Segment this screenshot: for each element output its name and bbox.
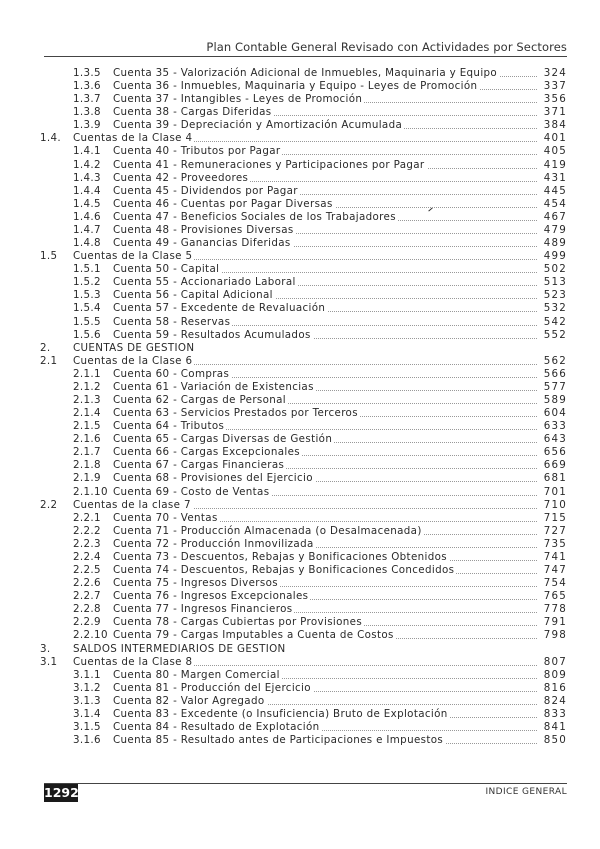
toc-entry-number: 2.2.9: [73, 616, 101, 629]
toc-entry-page: 454: [541, 198, 567, 211]
toc-entry-number: 2.1.7: [73, 446, 101, 459]
toc-entry: [40, 316, 567, 329]
toc-entry-page: 727: [541, 525, 567, 538]
toc-entry: [40, 669, 567, 682]
toc-entry-title: Cuenta 42 - Proveedores: [113, 171, 249, 184]
toc-entry-page: 552: [541, 329, 567, 342]
toc-entry-page: 419: [541, 159, 567, 172]
toc-entry-page: 681: [541, 472, 567, 485]
toc-entry-page: 604: [541, 407, 567, 420]
toc-entry-number: 1.5.4: [73, 302, 101, 315]
toc-entry-page: 532: [541, 302, 567, 315]
toc-entry: [40, 289, 567, 302]
toc-entry-number: 1.3.5: [73, 67, 101, 79]
toc-entry-title: Cuenta 73 - Descuentos, Rebajas y Bonificaciones Obtenidos: [113, 550, 447, 563]
toc-entry-number: 2.2.8: [73, 603, 101, 616]
toc-entry: [40, 564, 567, 577]
toc-entry-title: Cuenta 71 - Producción Almacenada (o Desalmacenada): [113, 524, 422, 537]
toc-entry-number: 2.2.10: [73, 629, 108, 642]
toc-entry-number: 2.2.2: [73, 524, 101, 537]
toc-entry-page: 850: [541, 734, 567, 747]
toc-entry: [40, 119, 567, 132]
toc-entry-number: 3.1.3: [73, 694, 101, 707]
toc-entry-number: 1.3.8: [73, 106, 101, 119]
toc-entry-page: 502: [541, 263, 567, 276]
toc-entry-title: Cuenta 45 - Dividendos por Pagar: [113, 184, 298, 197]
toc-entry-title: Cuenta 77 - Ingresos Financieros: [113, 603, 293, 616]
toc-entry-title: Cuenta 64 - Tributos: [113, 420, 225, 433]
toc-entry-title: Cuenta 84 - Resultado de Explotación: [113, 721, 320, 733]
toc-entry-page: 807: [541, 656, 567, 669]
toc-entry-page: 778: [541, 603, 567, 616]
toc-entry-page: 337: [541, 80, 567, 93]
toc-entry: [40, 525, 567, 538]
toc-entry-number: 2.1.5: [73, 420, 101, 433]
toc-entry-page: 401: [541, 132, 567, 145]
toc-entry-title: Cuenta 62 - Cargas de Personal: [113, 394, 287, 406]
toc-entry-number: 3.1.6: [73, 734, 101, 747]
toc-entry: [40, 446, 567, 459]
toc-entry-page: 513: [541, 276, 567, 289]
toc-entry-number: 1.4.3: [73, 171, 101, 184]
toc-entry-number: 2.1.3: [73, 394, 101, 406]
toc-entry: [40, 302, 567, 315]
toc-entry-page: 741: [541, 551, 567, 564]
toc-entry: [40, 342, 567, 355]
toc-entry-page: 656: [541, 446, 567, 459]
toc-entry: [40, 695, 567, 708]
header-rule: [44, 56, 567, 57]
toc-entry-title: Cuenta 35 - Valorización Adicional de Inmuebles, Maquinaria y Equipo: [113, 67, 498, 79]
toc-entry-title: Cuenta 60 - Compras: [113, 367, 230, 380]
toc-entry-title: SALDOS INTERMEDIARIOS DE GESTION: [73, 642, 286, 655]
toc-entry-title: Cuenta 70 - Ventas: [113, 511, 218, 524]
toc-entry-title: Cuenta 56 - Capital Adicional: [113, 289, 273, 302]
toc-entry-number: 1.4.1: [73, 145, 101, 158]
toc-entry-number: 2.1.9: [73, 472, 101, 485]
toc-entry-page: 824: [541, 695, 567, 708]
toc-entry: [40, 629, 567, 642]
toc-entry-number: 3.1.2: [73, 681, 101, 694]
toc-entry-number: 2.2: [40, 498, 58, 511]
toc-entry-title: Cuenta 39 - Depreciación y Amortización Acumulada: [113, 119, 403, 132]
toc-entry: [40, 721, 567, 734]
toc-entry: [40, 433, 567, 446]
toc-entry-page: 633: [541, 420, 567, 433]
toc-entry-page: 566: [541, 368, 567, 381]
toc-entry: [40, 145, 567, 158]
toc-entry-title: Cuenta 69 - Costo de Ventas: [113, 485, 270, 498]
toc-entry-page: 710: [541, 499, 567, 512]
toc-entry-title: Cuenta 41 - Remuneraciones y Participaciones por Pagar: [113, 158, 425, 171]
toc-entry-page: 765: [541, 590, 567, 603]
toc-entry: [40, 459, 567, 472]
toc-entry-page: 384: [541, 119, 567, 132]
toc-entry-title: Cuenta 80 - Margen Comercial: [113, 668, 280, 681]
toc-entry-number: 2.2.3: [73, 537, 101, 550]
toc-entry-title: Cuentas de la Clase 8: [73, 655, 193, 668]
toc-entry-number: 1.3.9: [73, 119, 101, 132]
toc-entry-number: 1.4.: [40, 132, 62, 145]
toc-entry-title: Cuenta 57 - Excedente de Revaluación: [113, 302, 326, 315]
toc-entry-number: 3.1: [40, 655, 58, 668]
toc-entry-title: Cuenta 72 - Producción Inmovilizada: [113, 537, 314, 550]
toc-entry-title: Cuenta 40 - Tributos por Pagar: [113, 145, 281, 158]
toc-entry-title: Cuenta 50 - Capital: [113, 263, 220, 276]
toc-entry-title: Cuentas de la clase 7: [73, 498, 191, 511]
toc-entry-title: Cuenta 63 - Servicios Prestados por Terceros: [113, 407, 358, 420]
toc-entry-page: 523: [541, 289, 567, 302]
toc-entry-page: 841: [541, 721, 567, 734]
toc-entry: [40, 616, 567, 629]
toc-entry: [40, 394, 567, 407]
toc-entry: [40, 381, 567, 394]
page-number-badge: 1292: [44, 785, 79, 800]
toc-entry-number: 1.3.6: [73, 80, 101, 93]
toc-entry-page: 479: [541, 224, 567, 237]
toc-entry-number: 2.1.6: [73, 433, 101, 446]
toc-entry-page: 371: [541, 106, 567, 119]
toc-entry-number: 2.1: [40, 354, 58, 367]
toc-entry: [40, 67, 567, 80]
toc-entry-title: Cuenta 58 - Reservas: [113, 315, 231, 328]
toc-entry-page: 431: [541, 172, 567, 185]
toc-entry-title: Cuenta 55 - Accionariado Laboral: [113, 276, 296, 289]
toc-entry-page: 577: [541, 381, 567, 394]
toc-entry-title: Cuentas de la Clase 4: [73, 132, 193, 145]
toc-entry-page: 542: [541, 316, 567, 329]
toc-entry-number: 1.5: [40, 250, 58, 263]
toc-entry-number: 2.2.4: [73, 550, 101, 563]
toc-entry: [40, 80, 567, 93]
toc-entry: [40, 329, 567, 342]
toc-entry-title: Cuenta 46 - Cuentas por Pagar Diversas: [113, 197, 333, 210]
toc-entry: [40, 172, 567, 185]
toc-entry-page: 754: [541, 577, 567, 590]
toc-entry-title: Cuenta 38 - Cargas Diferidas: [113, 106, 272, 119]
toc-entry-title: Cuentas de la Clase 5: [73, 250, 193, 263]
toc-entry-page: 816: [541, 682, 567, 695]
toc-entry: [40, 224, 567, 237]
toc-entry: [40, 420, 567, 433]
toc-entry-page: 405: [541, 145, 567, 158]
toc-entry: [40, 263, 567, 276]
toc-entry-number: 2.2.1: [73, 511, 101, 524]
toc-entry-page: 791: [541, 616, 567, 629]
toc-entry-page: 798: [541, 629, 567, 642]
toc-entry-page: 589: [541, 394, 567, 407]
toc-entry-title: Cuenta 68 - Provisiones del Ejercicio: [113, 472, 313, 485]
toc-entry: [40, 132, 567, 145]
toc-entry-page: 715: [541, 512, 567, 525]
toc-entry: [40, 590, 567, 603]
toc-entry-number: 1.5.2: [73, 276, 101, 289]
toc-entry-title: Cuenta 85 - Resultado antes de Participaciones e Impuestos: [113, 734, 444, 747]
toc-entry-number: 2.1.4: [73, 407, 101, 420]
toc-entry-number: 2.2.6: [73, 577, 101, 590]
toc-entry-number: 3.1.1: [73, 668, 101, 681]
toc-entry-title: Cuenta 65 - Cargas Diversas de Gestión: [113, 433, 333, 446]
toc-entry-title: Cuenta 75 - Ingresos Diversos: [113, 577, 278, 590]
running-header-title: Plan Contable General Revisado con Actividades por Sectores: [206, 40, 567, 54]
toc-entry: [40, 577, 567, 590]
toc-entry-number: 1.4.4: [73, 184, 101, 197]
toc-entry: [40, 355, 567, 368]
toc-entry: [40, 276, 567, 289]
toc-entry-number: 1.5.3: [73, 289, 101, 302]
toc-entry-page: 809: [541, 669, 567, 682]
toc-entry: [40, 551, 567, 564]
toc-entry-number: 2.: [40, 341, 51, 354]
toc-entry: [40, 538, 567, 551]
toc-entry-number: 2.1.2: [73, 380, 101, 393]
toc-entry-page: 747: [541, 564, 567, 577]
toc-entry-title: CUENTAS DE GESTION: [73, 341, 195, 354]
toc-entry: [40, 499, 567, 512]
toc-entry: [40, 407, 567, 420]
toc-entry-title: Cuenta 36 - Inmuebles, Maquinaria y Equipo - Leyes de Promoción: [113, 80, 478, 93]
toc-entry-title: Cuenta 67 - Cargas Financieras: [113, 459, 285, 472]
toc-entry-title: Cuenta 82 - Valor Agregado: [113, 694, 265, 707]
toc-entry: [40, 643, 567, 656]
toc-entry: [40, 237, 567, 250]
toc-entry-title: Cuenta 66 - Cargas Excepcionales: [113, 446, 300, 459]
toc-entry-title: Cuenta 37 - Intangibles - Leyes de Promoción: [113, 93, 363, 106]
toc-entry-number: 1.4.2: [73, 158, 101, 171]
toc-entry-number: 1.5.5: [73, 315, 101, 328]
toc-entry-number: 2.2.7: [73, 590, 101, 603]
toc-entry-number: 1.4.7: [73, 223, 101, 236]
toc-entry: [40, 656, 567, 669]
toc-entry-number: 2.1.8: [73, 459, 101, 472]
toc-entry-number: 1.4.5: [73, 197, 101, 210]
toc-entry-number: 1.4.8: [73, 237, 101, 250]
toc-entry-number: 3.: [40, 642, 51, 655]
toc-entry-page: 445: [541, 185, 567, 198]
toc-entry-number: 1.4.6: [73, 210, 101, 223]
toc-entry-title: Cuenta 78 - Cargas Cubiertas por Provisiones: [113, 616, 363, 629]
toc-entry-number: 1.5.6: [73, 328, 101, 341]
toc-entry-title: Cuenta 81 - Producción del Ejercicio: [113, 681, 311, 694]
toc-entry: [40, 682, 567, 695]
toc-entry: [40, 250, 567, 263]
toc-entry-title: Cuenta 47 - Beneficios Sociales de los Trabajadores: [113, 210, 396, 223]
running-footer-label: INDICE GENERAL: [485, 787, 567, 797]
toc-entry: [40, 106, 567, 119]
toc-entry-title: Cuenta 49 - Ganancias Diferidas: [113, 237, 291, 250]
toc-entry-title: Cuenta 61 - Variación de Existencias: [113, 380, 314, 393]
toc-entry-page: 643: [541, 433, 567, 446]
toc-entry-number: 2.1.1: [73, 367, 101, 380]
toc-entry-page: 833: [541, 708, 567, 721]
toc-entry-title: Cuenta 76 - Ingresos Excepcionales: [113, 590, 309, 603]
footer-rule: [44, 783, 567, 784]
toc-entry: [40, 185, 567, 198]
toc-entry-number: 2.2.5: [73, 564, 101, 577]
toc-entry-number: 2.1.10: [73, 485, 108, 498]
toc-entry-page: 489: [541, 237, 567, 250]
toc-entry-number: 3.1.4: [73, 707, 101, 720]
toc-entry: [40, 708, 567, 721]
toc-entry-page: 356: [541, 93, 567, 106]
toc-entry-number: 1.5.1: [73, 263, 101, 276]
toc-entry-page: 499: [541, 250, 567, 263]
toc-entry-page: 324: [541, 67, 567, 80]
toc-entry: [40, 512, 567, 525]
toc-entry-title: Cuenta 48 - Provisiones Diversas: [113, 223, 294, 236]
toc-entry: [40, 734, 567, 747]
toc-entry-title: Cuenta 83 - Excedente (o Insuficiencia) Bruto de Explotación: [113, 707, 448, 720]
toc-entry-page: 701: [541, 486, 567, 499]
toc-entry-page: 467: [541, 211, 567, 224]
toc-entry: [40, 198, 567, 211]
toc-entry: [40, 368, 567, 381]
toc-entry: [40, 159, 567, 172]
toc-entry-title: Cuenta 59 - Resultados Acumulados: [113, 328, 311, 341]
toc-entry: [40, 211, 567, 224]
toc-entry-number: 1.3.7: [73, 93, 101, 106]
toc-entry: [40, 603, 567, 616]
toc-entry-title: Cuenta 79 - Cargas Imputables a Cuenta de Costos: [113, 629, 394, 642]
toc-entry: [40, 486, 567, 499]
toc-entry-title: Cuentas de la Clase 6: [73, 354, 193, 367]
toc-entry: [40, 93, 567, 106]
toc-entry-page: 735: [541, 538, 567, 551]
toc-entry-page: 669: [541, 459, 567, 472]
toc-entry: [40, 472, 567, 485]
toc-entry-title: Cuenta 74 - Descuentos, Rebajas y Bonificaciones Concedidos: [113, 564, 455, 577]
toc-entry-number: 3.1.5: [73, 721, 101, 733]
toc-entry-page: 562: [541, 355, 567, 368]
